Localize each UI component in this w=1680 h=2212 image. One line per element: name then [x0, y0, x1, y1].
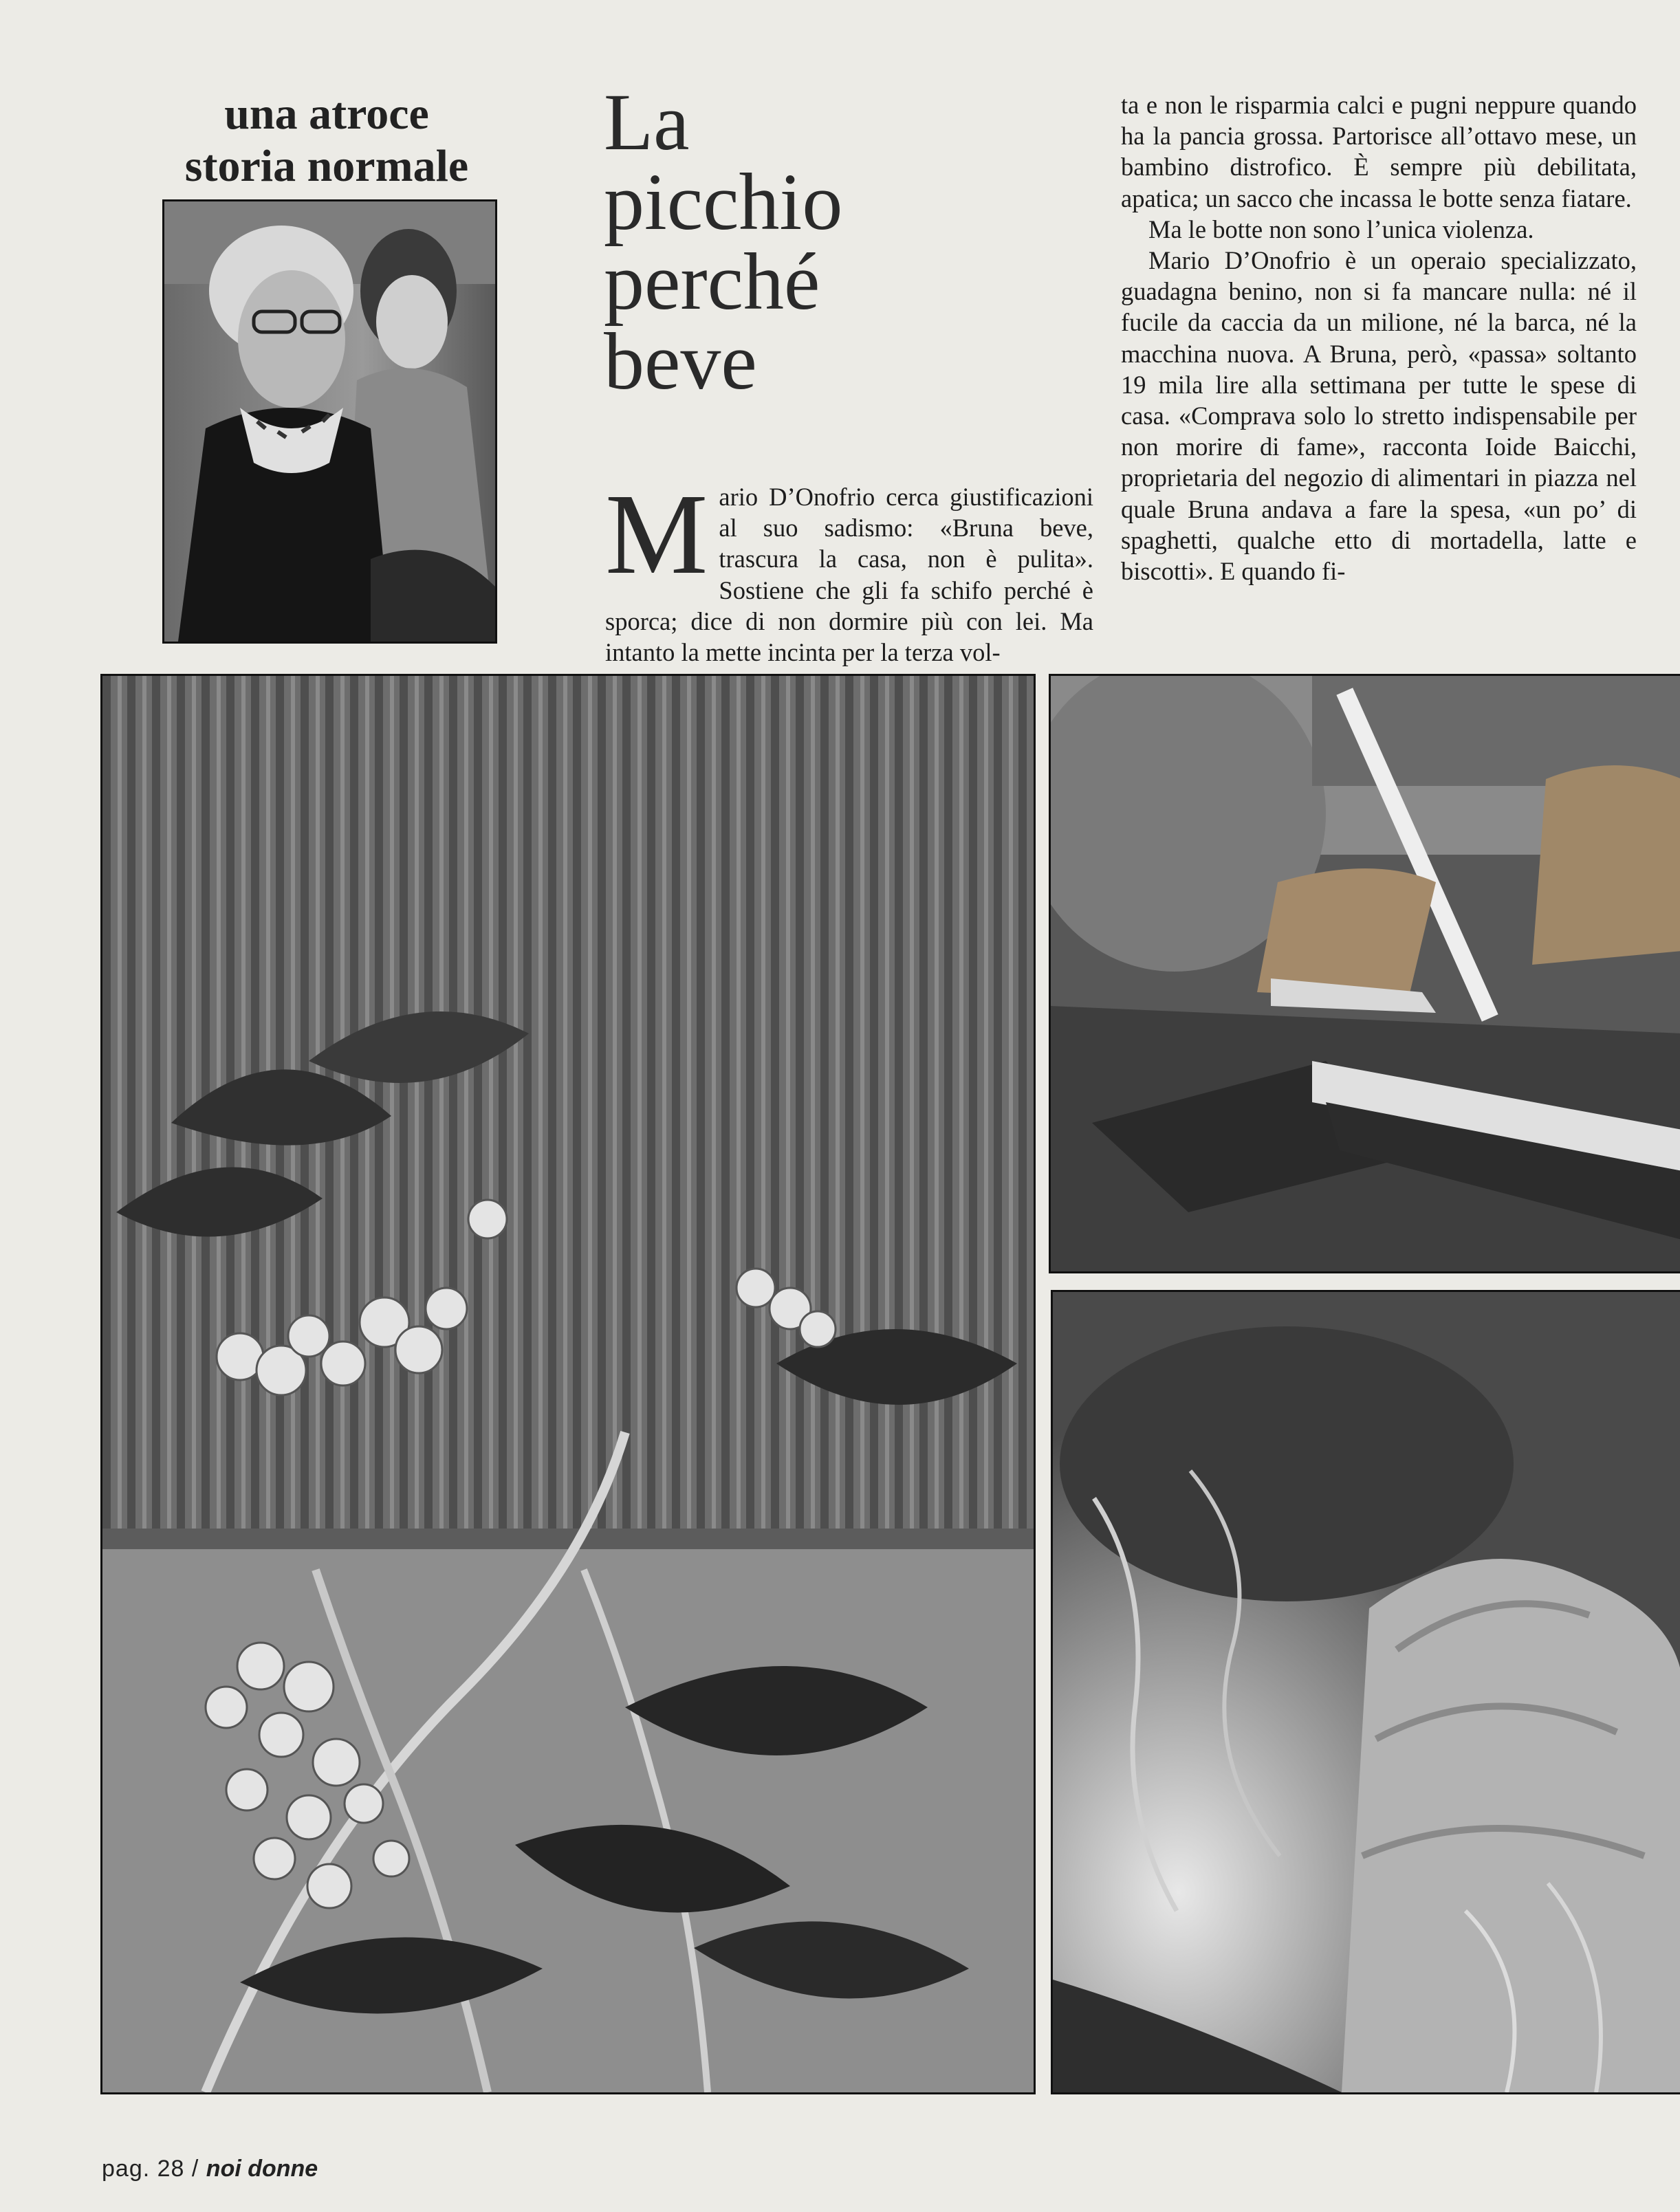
paragraph: ario D’Onofrio cerca giustificazioni al suo sadismo: «Bruna beve, trascura la casa, non è pulita». Sostiene che gli fa schifo perché è sporca; dice di non dormire più con lei. Ma intanto la mette incinta per la terza vol- — [605, 483, 1093, 667]
paragraph: ta e non le risparmia calci e pugni neppure quando ha la pancia grossa. Partorisce all’ottavo mese, un bambino distrofico. È sempre più debilitata, apatica; un sacco che incassa le botte senza fiatare. — [1121, 91, 1637, 212]
paragraph: Ma le botte non sono l’unica violenza. — [1148, 215, 1534, 243]
kicker — [158, 88, 495, 193]
kicker-line-2: storia normale — [184, 141, 469, 191]
loquat-branch-photo — [100, 674, 1036, 2094]
paragraph: Mario D’Onofrio è un operaio specializzato, guadagna benino, non si fa mancare nulla: né il fucile da caccia da un milione, né la barca, né la macchina nuova. A Bruna, però, «passa» soltanto 19 mila lire alla settimana per tutte le spese di casa. «Comprava solo lo stretto indispensabile per non morire di fame», racconta Ioide Baicchi, proprietaria del negozio di alimentari in piazza nel quale Bruna andava a fare la spesa, «un po’ di spaghetti, qualche etto di mortadella, latte e biscotti». E quando fi- — [1121, 246, 1637, 586]
broom-photo — [1049, 674, 1680, 1273]
article-column-2 — [1121, 89, 1637, 587]
cloth-photo — [1051, 1290, 1680, 2094]
magazine-name: noi donne — [206, 2156, 318, 2182]
kicker-line-1: una atroce — [224, 89, 429, 139]
headline-line-1: La — [604, 77, 690, 167]
portrait-photo — [162, 199, 497, 644]
page-footer — [102, 2156, 318, 2182]
headline-line-3: perché — [604, 237, 820, 327]
drop-cap: M — [605, 470, 708, 598]
headline-line-4: beve — [604, 316, 757, 406]
headline — [604, 77, 989, 406]
page-number: pag. 28 / — [102, 2156, 199, 2182]
headline-line-2: picchio — [604, 157, 843, 247]
article-column-1 — [605, 470, 1093, 668]
